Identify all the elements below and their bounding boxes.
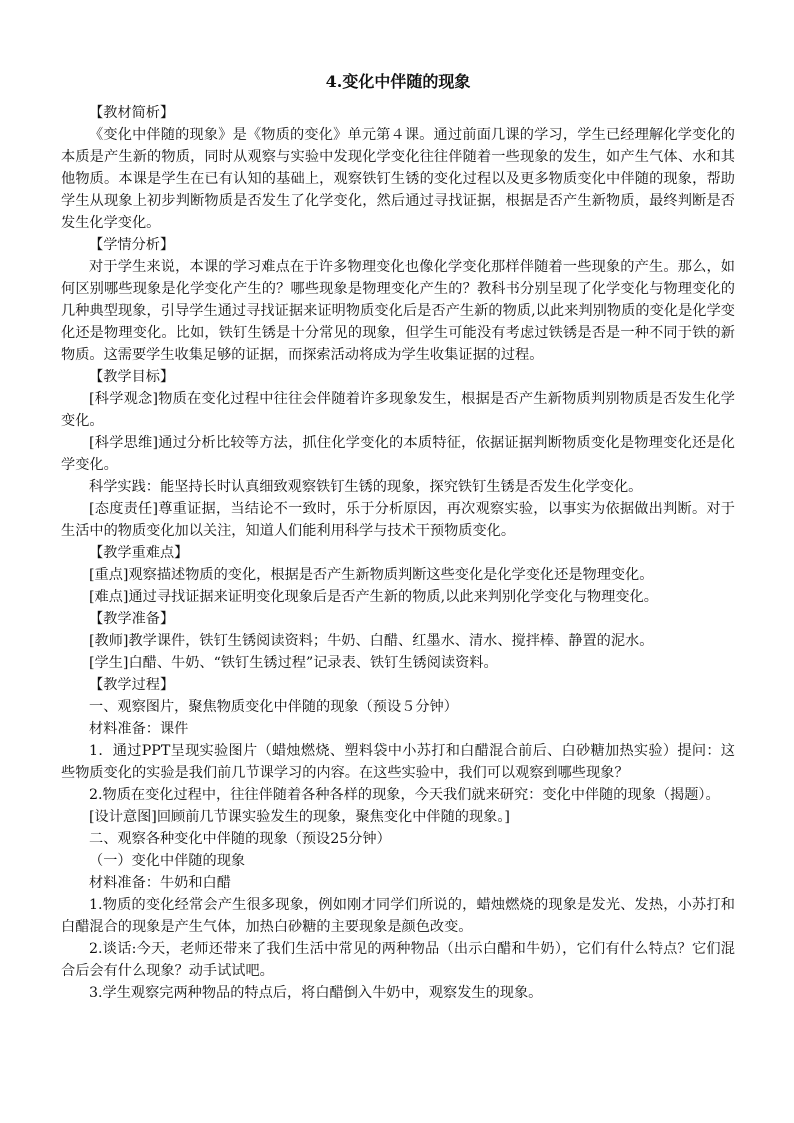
paragraph-process-substep-1: 1.物质的变化经常会产生很多现象，例如刚才同学们所说的，蜡烛燃烧的现象是发光、发热，小苏打和白醋混合的现象是产生气体，加热白砂糖的主要现象是颜色改变。 <box>61 897 735 935</box>
paragraph-key-point: [重点]观察描述物质的变化，根据是否产生新物质判断这些变化是化学变化还是物理变化。 <box>89 567 654 583</box>
paragraph-process-step-1: 1．通过PPT呈现实验图片（蜡烛燃烧、塑料袋中小苏打和白醋混合前后、白砂糖加热实验）提问：这些物质变化的实验是我们前几节课学习的内容。在这些实验中，我们可以观察到哪些现象？ <box>61 743 735 781</box>
paragraph-process-substep-2: 2.谈话:今天，老师还带来了我们生活中常见的两种物品（出示白醋和牛奶），它们有什么特点？它们混合后会有什么现象？动手试试吧。 <box>61 941 735 979</box>
page-title: 4.变化中伴随的现象 <box>325 72 471 91</box>
section-heading-key-points: 【教学重难点】 <box>89 545 189 561</box>
document-body <box>61 102 735 1004</box>
section-heading-preparation: 【教学准备】 <box>89 611 175 627</box>
section-heading-teaching-process: 【教学过程】 <box>89 677 175 693</box>
paragraph-process-step-2: 2.物质在变化过程中，往往伴随着各种各样的现象，今天我们就来研究：变化中伴随的现象（揭题）。 <box>89 787 720 803</box>
paragraph-goal-practice: 科学实践：能坚持长时认真细致观察铁钉生锈的现象，探究铁钉生锈是否发生化学变化。 <box>89 479 643 495</box>
paragraph-process-substep-3: 3.学生观察完两种物品的特点后，将白醋倒入牛奶中，观察发生的现象。 <box>89 985 543 1001</box>
paragraph-difficult-point: [难点]通过寻找证据来证明变化现象后是否产生新的物质,以此来判别化学变化与物理变化。 <box>89 589 658 605</box>
section-heading-teaching-goals: 【教学目标】 <box>89 369 175 385</box>
paragraph-prep-student: [学生]白醋、牛奶、“铁钉生锈过程”记录表、铁钉生锈阅读资料。 <box>89 655 498 671</box>
section-heading-textbook-analysis: 【教材简析】 <box>89 105 175 121</box>
paragraph-process-materials-1: 材料准备：课件 <box>89 721 189 737</box>
paragraph-goal-attitude: [态度责任]尊重证据，当结论不一致时，乐于分析原因，再次观察实验，以事实为依据做出判断。对于生活中的物质变化加以关注，知道人们能利用科学与技术干预物质变化。 <box>61 501 735 539</box>
paragraph-process-materials-2: 材料准备：牛奶和白醋 <box>89 875 231 891</box>
paragraph-goal-thinking: [科学思维]通过分析比较等方法，抓住化学变化的本质特征，依据证据判断物质变化是物理变化还是化学变化。 <box>61 435 735 473</box>
paragraph-prep-teacher: [教师]教学课件，铁钉生锈阅读资料；牛奶、白醋、红墨水、清水、搅拌棒、静置的泥水。 <box>89 633 654 649</box>
paragraph-process-part2-title: 二、观察各种变化中伴随的现象（预设25分钟） <box>89 831 391 847</box>
paragraph-process-subsection-1: （一）变化中伴随的现象 <box>89 853 246 869</box>
paragraph-textbook-analysis: 《变化中伴随的现象》是《物质的变化》单元第４课。通过前面几课的学习，学生已经理解化学变化的本质是产生新的物质，同时从观察与实验中发现化学变化往往伴随着一些现象的发生，如产生气体、水和其他物质。本课是学生在已有认知的基础上，观察铁钉生锈的变化过程以及更多物质变化中伴随的现象，帮助学生从现象上初步判断物质是否发生了化学变化，然后通过寻找证据，根据是否产生新物质，最终判断是否发生化学变化。 <box>61 127 735 231</box>
section-heading-learner-analysis: 【学情分析】 <box>89 237 175 253</box>
paragraph-goal-concept: [科学观念]物质在变化过程中往往会伴随着许多现象发生，根据是否产生新物质判别物质是否发生化学变化。 <box>61 391 735 429</box>
paragraph-learner-analysis: 对于学生来说，本课的学习难点在于许多物理变化也像化学变化那样伴随着一些现象的产生。那么，如何区别哪些现象是化学变化产生的？哪些现象是物理变化产生的？教科书分别呈现了化学变化与物理变化的几种典型现象，引导学生通过寻找证据来证明物质变化后是否产生新的物质,以此来判别物质的变化是化学变化还是物理变化。比如，铁钉生锈是十分常见的现象，但学生可能没有考虑过铁锈是否是一种不同于铁的新物质。这需要学生收集足够的证据，而探索活动将成为学生收集证据的过程。 <box>61 259 735 363</box>
paragraph-design-intent: [设计意图]回顾前几节课实验发生的现象，聚焦变化中伴随的现象。] <box>89 809 510 825</box>
paragraph-process-part1-title: 一、观察图片，聚焦物质变化中伴随的现象（预设５分钟） <box>89 699 458 715</box>
document-page <box>61 70 735 1004</box>
